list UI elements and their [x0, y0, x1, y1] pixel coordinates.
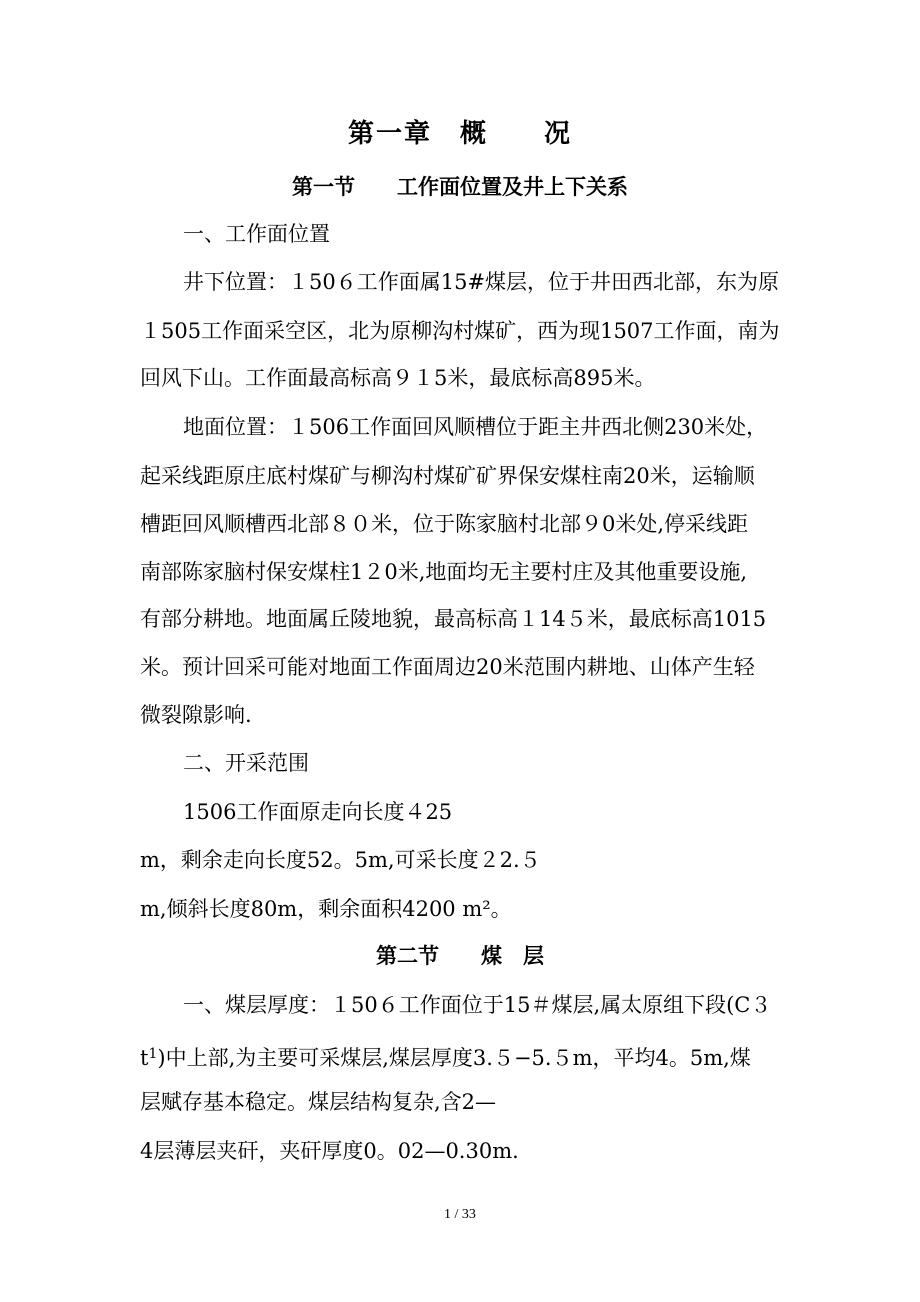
paragraph-line: 井下位置：１50６工作面属15#煤层，位于井田西北部，东为原 — [183, 270, 780, 294]
subheading: 一、工作面位置 — [183, 222, 330, 246]
section-title: 第二节 煤 层 — [376, 944, 544, 968]
text: t — [140, 1046, 149, 1070]
text: )中上部,为主要可采煤层,煤层厚度3.５−5.５m，平均4。5m,煤 — [157, 1046, 751, 1070]
paragraph-line: 地面位置：１506工作面回风顺槽位于距主井西北侧230米处， — [183, 415, 768, 439]
subheading: 二、开采范围 — [183, 751, 309, 775]
paragraph-line: 微裂隙影响. — [140, 703, 252, 727]
page-number: 1 / 33 — [444, 1207, 476, 1222]
paragraph-line: 回风下山。工作面最高标高９１5米，最底标高895米。 — [140, 366, 656, 390]
paragraph-line: 南部陈家脑村保安煤柱1２0米,地面均无主要村庄及其他重要设施, — [140, 560, 748, 584]
paragraph-line — [140, 1041, 751, 1071]
paragraph-line: 1506工作面原走向长度４25 — [183, 800, 453, 824]
paragraph-line: １505工作面采空区，北为原柳沟村煤矿，西为现1507工作面，南为 — [140, 319, 780, 343]
paragraph-line: 4层薄层夹矸，夹矸厚度0。02—0.30m. — [140, 1139, 519, 1163]
chapter-title: 第一章 概 况 — [347, 119, 572, 149]
paragraph-line: m,倾斜长度80m，剩余面积4200 m²。 — [140, 897, 512, 921]
paragraph-line: 米。预计回采可能对地面工作面周边20米范围内耕地、山体产生轻 — [140, 655, 755, 679]
superscript: 1 — [148, 1046, 158, 1062]
paragraph-line: m，剩余走向长度52。5m,可采长度２2.５ — [140, 848, 541, 872]
paragraph-line: 起采线距原庄底村煤矿与柳沟村煤矿矿界保安煤柱南20米，运输顺 — [140, 464, 755, 488]
section-title: 第一节 工作面位置及井上下关系 — [292, 175, 628, 199]
paragraph-line: 一、煤层厚度：１50６工作面位于15＃煤层,属太原组下段(C３ — [183, 993, 772, 1017]
paragraph-line: 有部分耕地。地面属丘陵地貌，最高标高１14５米，最底标高1015 — [140, 607, 767, 631]
paragraph-line: 层赋存基本稳定。煤层结构复杂,含2— — [140, 1090, 497, 1114]
paragraph-line: 槽距回风顺槽西北部８０米，位于陈家脑村北部９0米处,停采线距 — [140, 512, 749, 536]
